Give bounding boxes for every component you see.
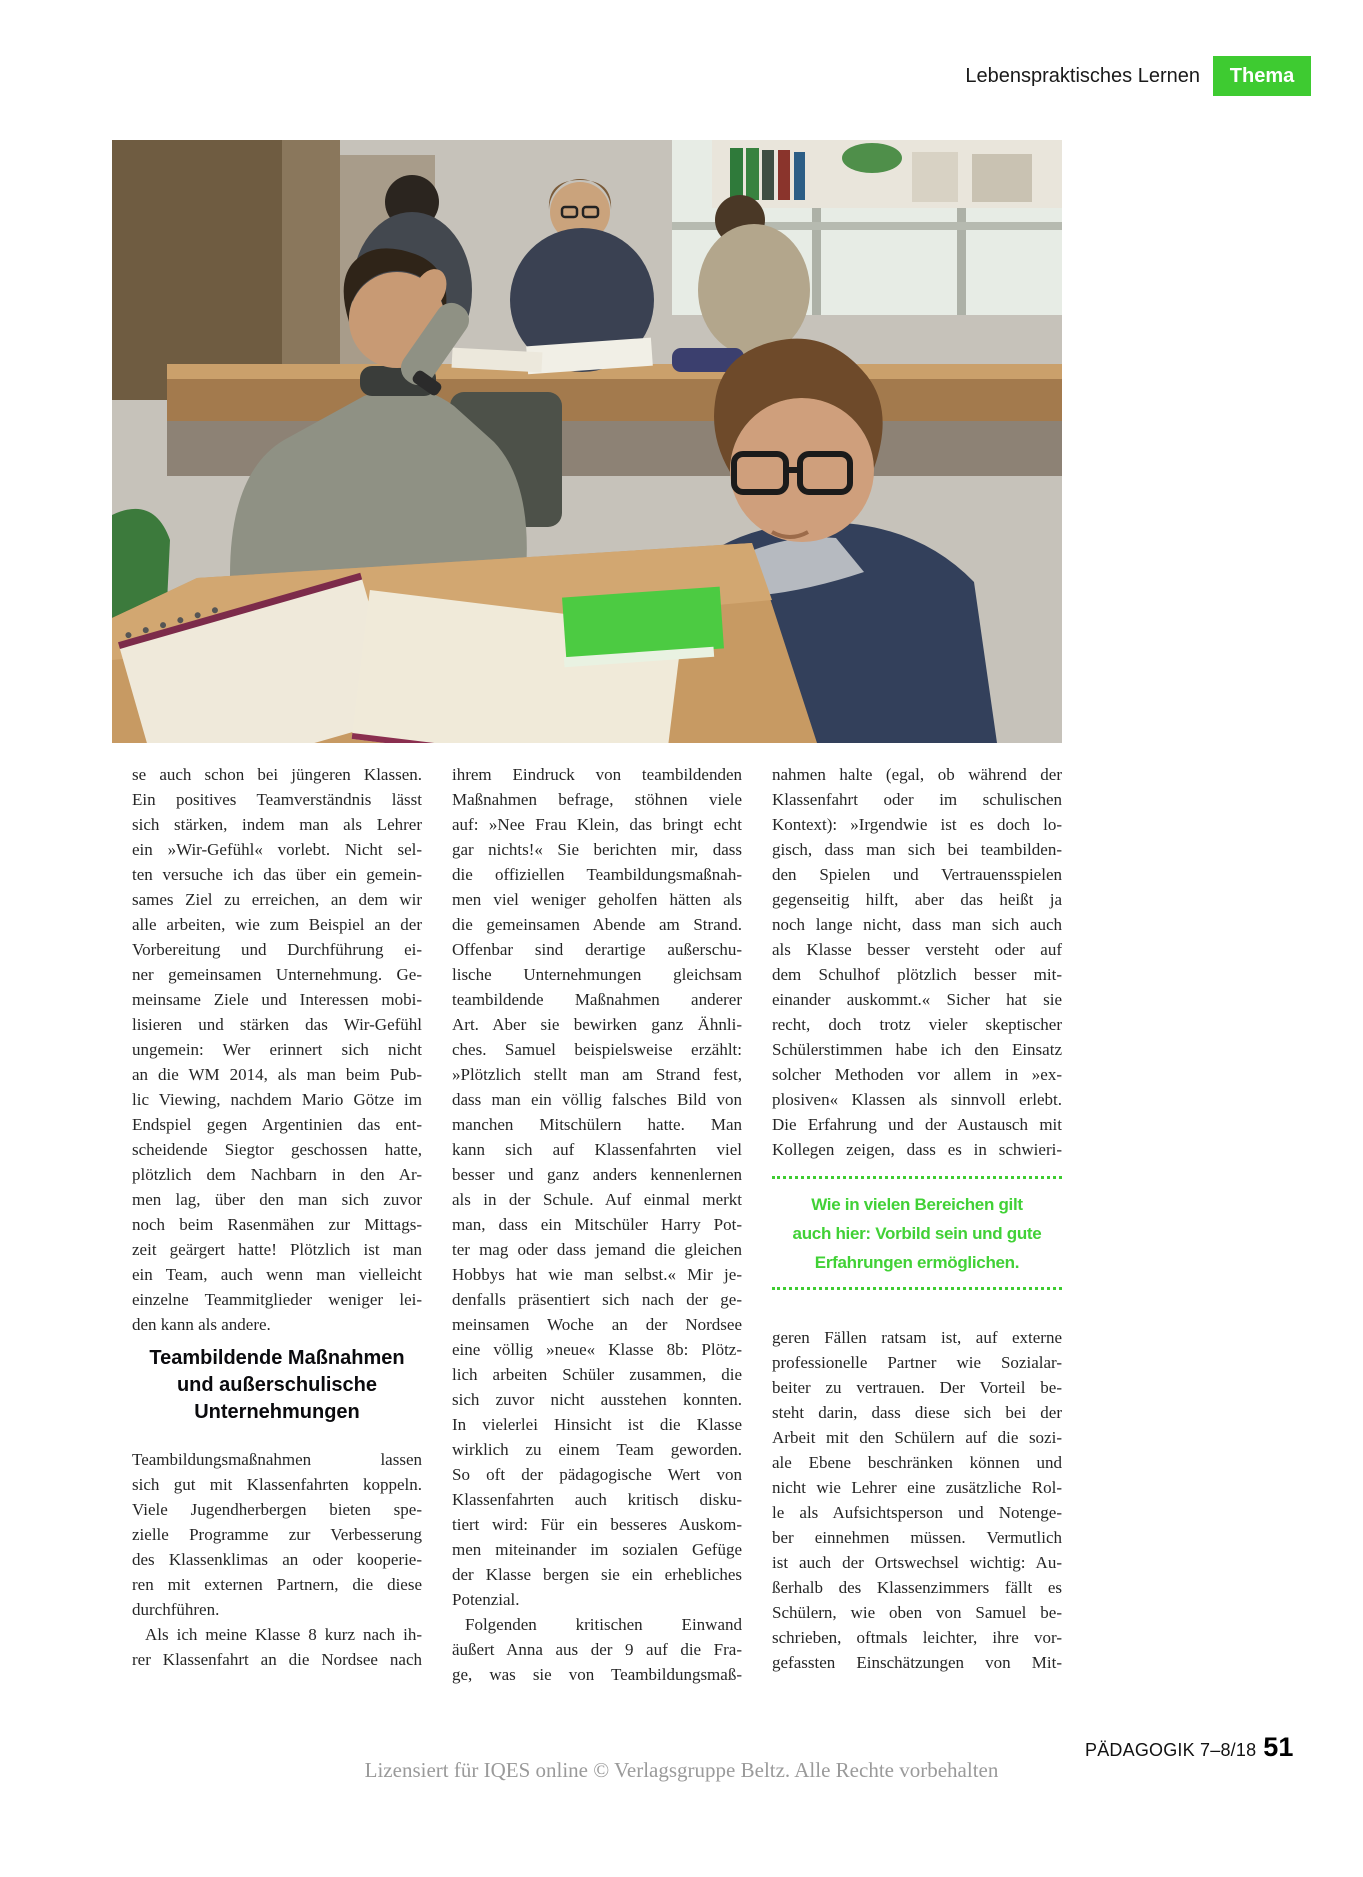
page-number: 51 [1263, 1732, 1294, 1762]
classroom-photo [112, 140, 1062, 743]
page-header-category: Lebenspraktisches Lernen [965, 65, 1200, 87]
page-footer [1085, 1732, 1293, 1763]
pull-quote: Wie in vielen Bereichen gilt auch hier: Vorbild sein und gute Erfahrungen ermöglichen. [772, 1176, 1062, 1290]
column-3 [772, 762, 1062, 1675]
column-1 [132, 762, 422, 1672]
paragraph: Teambildungsmaßnahmen lassen sich gut mit Klassenfahrten koppeln. Viele Jugendherbergen bieten spe- zielle Programme zur Verbesserung des Klassenklimas an oder kooperie- ren mit externen Partnern, die diese durchführen. [132, 1450, 422, 1619]
paragraph: Als ich meine Klasse 8 kurz nach ih- rer Klassenfahrt an die Nordsee nach [132, 1625, 422, 1669]
column-2 [452, 762, 742, 1687]
paragraph: Folgenden kritischen Einwand äußert Anna aus der 9 auf die Fra- ge, was sie von Teambildungsmaß- [452, 1615, 742, 1684]
paragraph: ihrem Eindruck von teambildenden Maßnahmen befrage, stöhnen viele auf: »Nee Frau Klein, das bringt echt gar nichts!« Sie berichten mir, dass die offiziellen Teambildungsmaßnah- men viel weniger geholfen hätten als die gemeinsamen Abende am Strand. Offenbar sind derartige außerschu- lische Unternehmungen gleichsam teambildende Maßnahmen anderer Art. Aber sie bewirken ganz Ähnli- ches. Samuel beispielsweise erzählt: »Plötzlich stellt man am Strand fest, dass man ein völlig falsches Bild von manchen Mitschülern hatte. Man kann sich auf Klassenfahrten viel besser und ganz anders kennenlernen als in der Schule. Auf einmal merkt man, dass ein Mitschüler Harry Pot- ter mag oder dass jemand die gleichen Hobbys hat wie man selbst.« Mir je- denfalls präsentiert sich nach der ge- meinsamen Woche an der Nordsee eine völlig »neue« Klasse 8b: Plötz- lich arbeiten Schüler zusammen, die sich zuvor nicht ausstehen konnten. In vielerlei Hinsicht ist die Klasse wirklich zu einem Team geworden. So oft der pädagogische Wert von Klassenfahrten auch kritisch disku- tiert wird: Für ein besseres Auskom- men miteinander im sozialen Gefüge der Klasse bergen sie ein erhebliches Potenzial. [452, 765, 742, 1609]
magazine-name: PÄDAGOGIK 7–8/18 [1085, 1740, 1257, 1760]
paragraph: geren Fällen ratsam ist, auf externe professionelle Partner wie Sozialar- beiter zu vertrauen. Der Vorteil be- steht darin, dass diese sich bei der Arbeit mit den Schülern auf die sozi- ale Ebene beschränken können und nicht wie Lehrer eine zusätzliche Rol- le als Aufsichtsperson und Notenge- ber einnehmen müssen. Vermutlich ist auch der Ortswechsel wichtig: Au- ßerhalb des Klassenzimmers fällt es Schülern, wie oben von Samuel be- schrieben, oftmals leichter, ihre vor- gefassten Einschätzungen von Mit- [772, 1328, 1062, 1672]
license-line: Lizensiert für IQES online © Verlagsgruppe Beltz. Alle Rechte vorbehalten [364, 1758, 999, 1782]
classroom-photo-illustration [112, 140, 1062, 743]
thema-tag: Thema [1213, 56, 1311, 96]
paragraph: se auch schon bei jüngeren Klassen. Ein positives Teamverständnis lässt sich stärken, indem man als Lehrer ein »Wir-Gefühl« vorlebt. Nicht sel- ten versuche ich das über ein gemein- sames Ziel zu erreichen, an dem wir alle arbeiten, wie zum Beispiel an der Vorbereitung und Durchführung ei- ner gemeinsamen Unternehmung. Ge- meinsame Ziele und Interessen mobi- lisieren und stärken das Wir-Gefühl ungemein: Wer erinnert sich nicht an die WM 2014, als man beim Pub- lic Viewing, nachdem Mario Götze im Endspiel gegen Argentinien das ent- scheidende Siegtor geschossen hatte, plötzlich dem Nachbarn in den Ar- men lag, über den man sich zuvor noch beim Rasenmähen zur Mittags- zeit geärgert hatte! Plötzlich ist man ein Team, auch wenn man vielleicht einzelne Teammitglieder weniger lei- den kann als andere. [132, 765, 422, 1334]
section-heading: Teambildende Maßnahmen und außerschulische Unternehmungen [149, 1347, 405, 1423]
paragraph: nahmen halte (egal, ob während der Klassenfahrt oder im schulischen Kontext): »Irgendwie ist es doch lo- gisch, dass man sich bei teambilden- den Spielen und Vertrauensspielen gegenseitig hilft, aber das heißt ja noch lange nicht, dass man sich auch als Klasse besser versteht oder auf dem Schulhof plötzlich besser mit- einander auskommt.« Sicher hat sie recht, doch trotz vieler skeptischer Schülerstimmen habe ich den Einsatz solcher Methoden vor allem in »ex- plosiven« Klassen als sinnvoll erlebt. Die Erfahrung und der Austausch mit Kollegen zeigen, dass es in schwieri- [772, 765, 1062, 1159]
